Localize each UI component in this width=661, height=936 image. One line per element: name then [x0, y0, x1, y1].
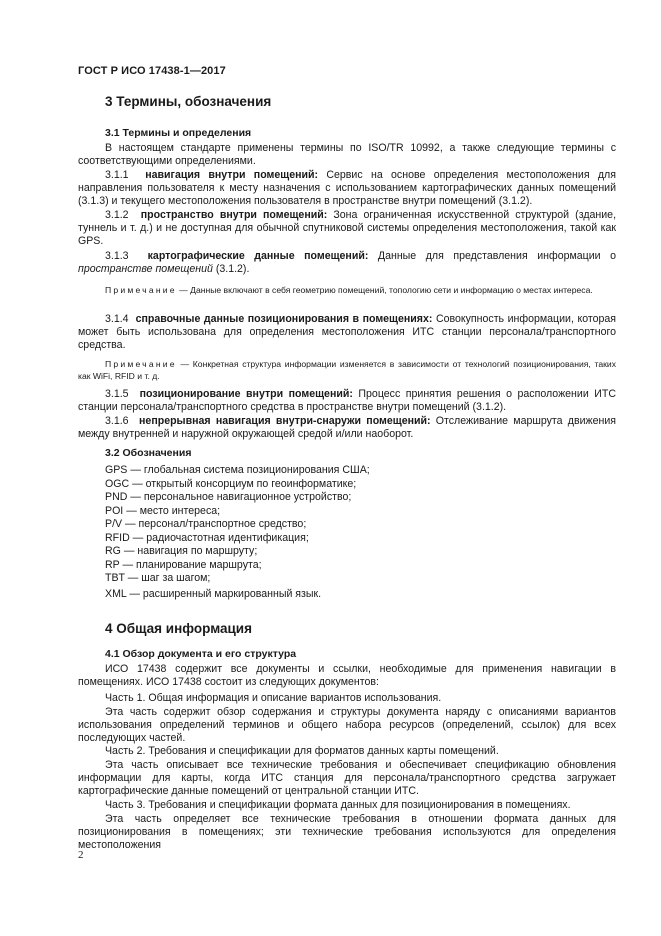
- abbreviation-item: GPS — глобальная система позиционирования США;: [105, 464, 370, 476]
- section-4-title: 4 Общая информация: [105, 621, 252, 636]
- part-1-title: Часть 1. Общая информация и описание вариантов использования.: [105, 692, 442, 704]
- term-3-1-2: 3.1.2 пространство внутри помещений: Зона ограниченная искусственной структурой (здание, туннель и т. д.) и не доступная для обычной спутниковой системы определения местоположения, такой как GPS.: [78, 209, 617, 248]
- abbreviation-item: PND — персональное навигационное устройство;: [105, 491, 352, 503]
- term-3-1-5: 3.1.5 позиционирование внутри помещений: Процесс принятия решения о расположении ИТС станции персонала/транспортного средства в пространстве внутри помещений (3.1.2).: [78, 388, 616, 414]
- note-1: Примечание — Данные включают в себя геометрию помещений, топологию сети и информацию о местах интереса.: [105, 285, 593, 295]
- document-code: ГОСТ Р ИСО 17438-1—2017: [78, 65, 226, 77]
- part-3-description: Эта часть определяет все технические требования в отношении формата данных для позиционирования в помещениях; эти технические требования используются для определения местоположения: [78, 813, 616, 852]
- abbreviation-item: XML — расширенный маркированный язык.: [105, 588, 322, 600]
- term-3-1-1: 3.1.1 навигация внутри помещений: Сервис на основе определения местоположения для направления пользователя к месту назначения с использованием картографических данных помещений (3.1.3) и текущего местоположения пользователя в пространстве внутри помещений (3.1.2).: [78, 169, 616, 208]
- note-2: Примечание — Конкретная структура информации изменяется в зависимости от технологий позиционирования, таких как WiFi, RFID и т. д.: [78, 359, 616, 381]
- abbreviation-item: P/V — персонал/транспортное средство;: [105, 518, 307, 530]
- abbreviation-item: RP — планирование маршрута;: [105, 558, 262, 571]
- subsection-3-2-title: 3.2 Обозначения: [105, 447, 192, 459]
- abbreviation-item: TBT — шаг за шагом;: [105, 572, 211, 584]
- term-3-1-6: 3.1.6 непрерывная навигация внутри-снаружи помещений: Отслеживание маршрута движения между внутренней и наружной окружающей средой и/или наоборот.: [78, 415, 617, 441]
- part-1-description: Эта часть содержит обзор содержания и структуры документа наряду с описаниями вариантов использования определений терминов и общего набора ресурсов (определений, ссылок) для всех последующих частей.: [78, 706, 616, 745]
- abbreviation-item: RG — навигация по маршруту;: [105, 545, 258, 557]
- abbreviation-item: OGC — открытый консорциум по геоинформатике;: [105, 477, 357, 490]
- part-3-title: Часть 3. Требования и спецификации формата данных для позиционирования в помещениях.: [105, 799, 571, 811]
- abbreviation-item: RFID — радиочастотная идентификация;: [105, 531, 309, 544]
- section-4-paragraph: ИСО 17438 содержит все документы и ссылки, необходимые для применения навигации в помещениях. ИСО 17438 состоит из следующих документов:: [78, 663, 616, 689]
- page-number: 2: [78, 849, 84, 861]
- term-3-1-4: 3.1.4 справочные данные позиционирования в помещениях: Совокупность информации, которая может быть использована для определения местоположения ИТС станции персонала/транспортного средства.: [78, 313, 616, 352]
- section-3-title: 3 Термины, обозначения: [105, 94, 272, 109]
- abbreviation-item: POI — место интереса;: [105, 504, 221, 517]
- intro-paragraph: В настоящем стандарте применены термины по ISO/TR 10992, а также следующие термины с соответствующими определениями.: [78, 142, 616, 168]
- subsection-3-1-title: 3.1 Термины и определения: [105, 127, 252, 139]
- term-3-1-3: 3.1.3 картографические данные помещений: Данные для представления информации о пространстве помещений (3.1.2).: [78, 250, 616, 276]
- part-2-description: Эта часть описывает все технические требования и обеспечивает спецификацию обновления информации для карты, когда ИТС станция для персонала/транспортного средства загружает картографические данные помещений от центральной станции ИТС.: [78, 759, 616, 798]
- subsection-4-1-title: 4.1 Обзор документа и его структура: [105, 648, 297, 660]
- part-2-title: Часть 2. Требования и спецификации для форматов данных карты помещений.: [105, 745, 499, 757]
